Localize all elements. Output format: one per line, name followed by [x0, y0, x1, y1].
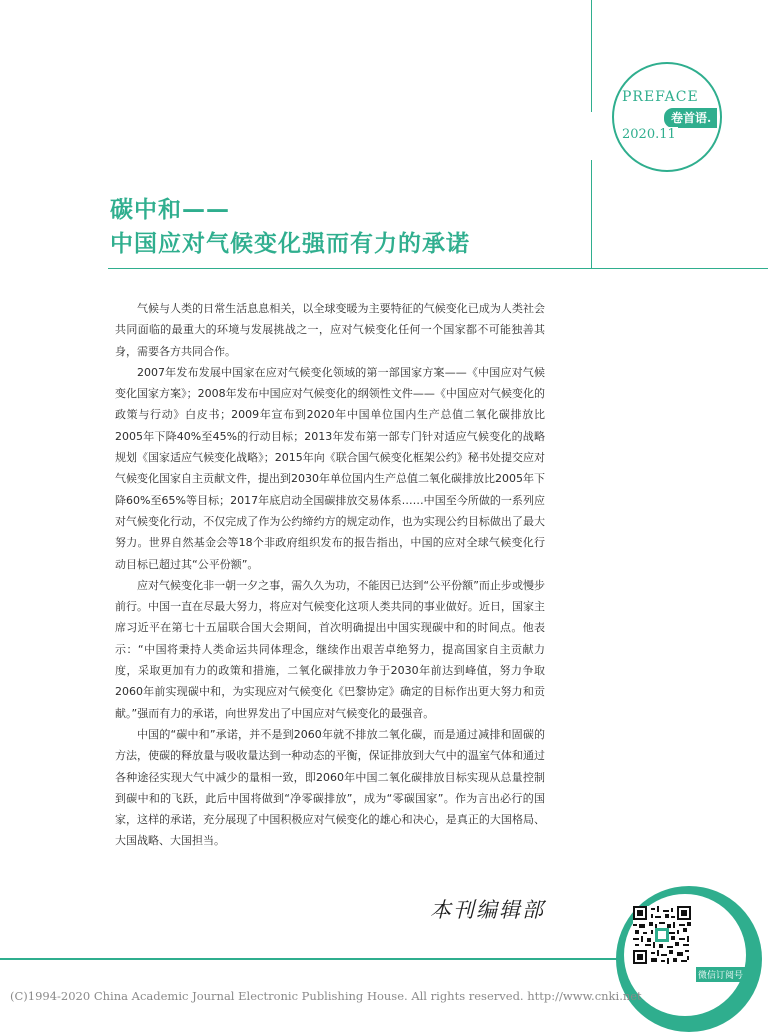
qr-code-icon[interactable] — [633, 906, 691, 964]
divider-vertical — [591, 0, 592, 112]
paragraph: 应对气候变化非一朝一夕之事，需久久为功，不能因已达到“公平份额”而止步或慢步前行。中国一直在尽最大努力，将应对气候变化这项人类共同的事业做好。近日，国家主席习近平在第七十五届联合国大会期间，首次明确提出中国实现碳中和的时间点。他表示：“中国将秉持人类命运共同体理念，继续作出艰苦卓绝努力，提高国家自主贡献力度，采取更加有力的政策和措施，二氧化碳排放力争于2030年前达到峰值，努力争取2060年前实现碳中和，为实现应对气候变化《巴黎协定》确定的目标作出更大努力和贡献。”强而有力的承诺，向世界发出了中国应对气候变化的最强音。 — [115, 578, 545, 720]
title-line-2: 中国应对气候变化强而有力的承诺 — [110, 231, 470, 257]
article-body — [115, 298, 545, 852]
divider-horizontal — [108, 268, 768, 269]
title-line-1: 碳中和—— — [110, 197, 230, 223]
issue-date: 2020.11 — [622, 127, 676, 142]
editorial-signature: 本刊编辑部 — [430, 898, 545, 922]
paragraph: 中国的“碳中和”承诺，并不是到2060年就不排放二氧化碳，而是通过减排和固碳的方法，使碳的释放量与吸收量达到一种动态的平衡，保证排放到大气中的温室气体和通过各种途径实现大气中减少的量相一致，即2060年中国二氧化碳排放目标实现从总量控制到碳中和的飞跃，此后中国将做到“净零碳排放”，成为“零碳国家”。作为言出必行的国家，这样的承诺，充分展现了中国积极应对气候变化的雄心和决心，是真正的大国格局、大国战略、大国担当。 — [115, 727, 545, 848]
article-title — [110, 193, 470, 261]
preface-word: PREFACE — [622, 89, 712, 105]
divider-vertical-lower — [591, 160, 592, 268]
paragraph: 2007年发布发展中国家在应对气候变化领域的第一部国家方案——《中国应对气候变化国家方案》；2008年发布中国应对气候变化的纲领性文件——《中国应对气候变化的政策与行动》白皮书；2009年宣布到2020年中国单位国内生产总值二氧化碳排放比2005年下降40%至45%的行动目标；2013年发布第一部专门针对适应气候变化的战略规划《国家适应气候变化战略》；2015年向《联合国气候变化框架公约》秘书处提交应对气候变化国家自主贡献文件，提出到2030年单位国内生产总值二氧化碳排放比2005年下降60%至65%等目标；2017年底启动全国碳排放交易体系……中国至今所做的一系列应对气候变化行动，不仅完成了作为公约缔约方的规定动作，也为实现公约目标做出了最大努力。世界自然基金会等18个非政府组织发布的报告指出，中国的应对全球气候变化行动目标已超过其“公平份额”。 — [115, 365, 545, 571]
copyright-footer: (C)1994-2020 China Academic Journal Electronic Publishing House. All rights reserved. http://www.cnki.net — [10, 989, 642, 1003]
qr-caption: 微信订阅号 — [696, 967, 745, 982]
paragraph: 气候与人类的日常生活息息相关，以全球变暖为主要特征的气候变化已成为人类社会共同面临的最重大的环境与发展挑战之一，应对气候变化任何一个国家都不可能独善其身，需要各方共同合作。 — [115, 302, 545, 358]
preface-label: 卷首语. — [664, 108, 717, 128]
bottom-divider — [0, 958, 628, 960]
